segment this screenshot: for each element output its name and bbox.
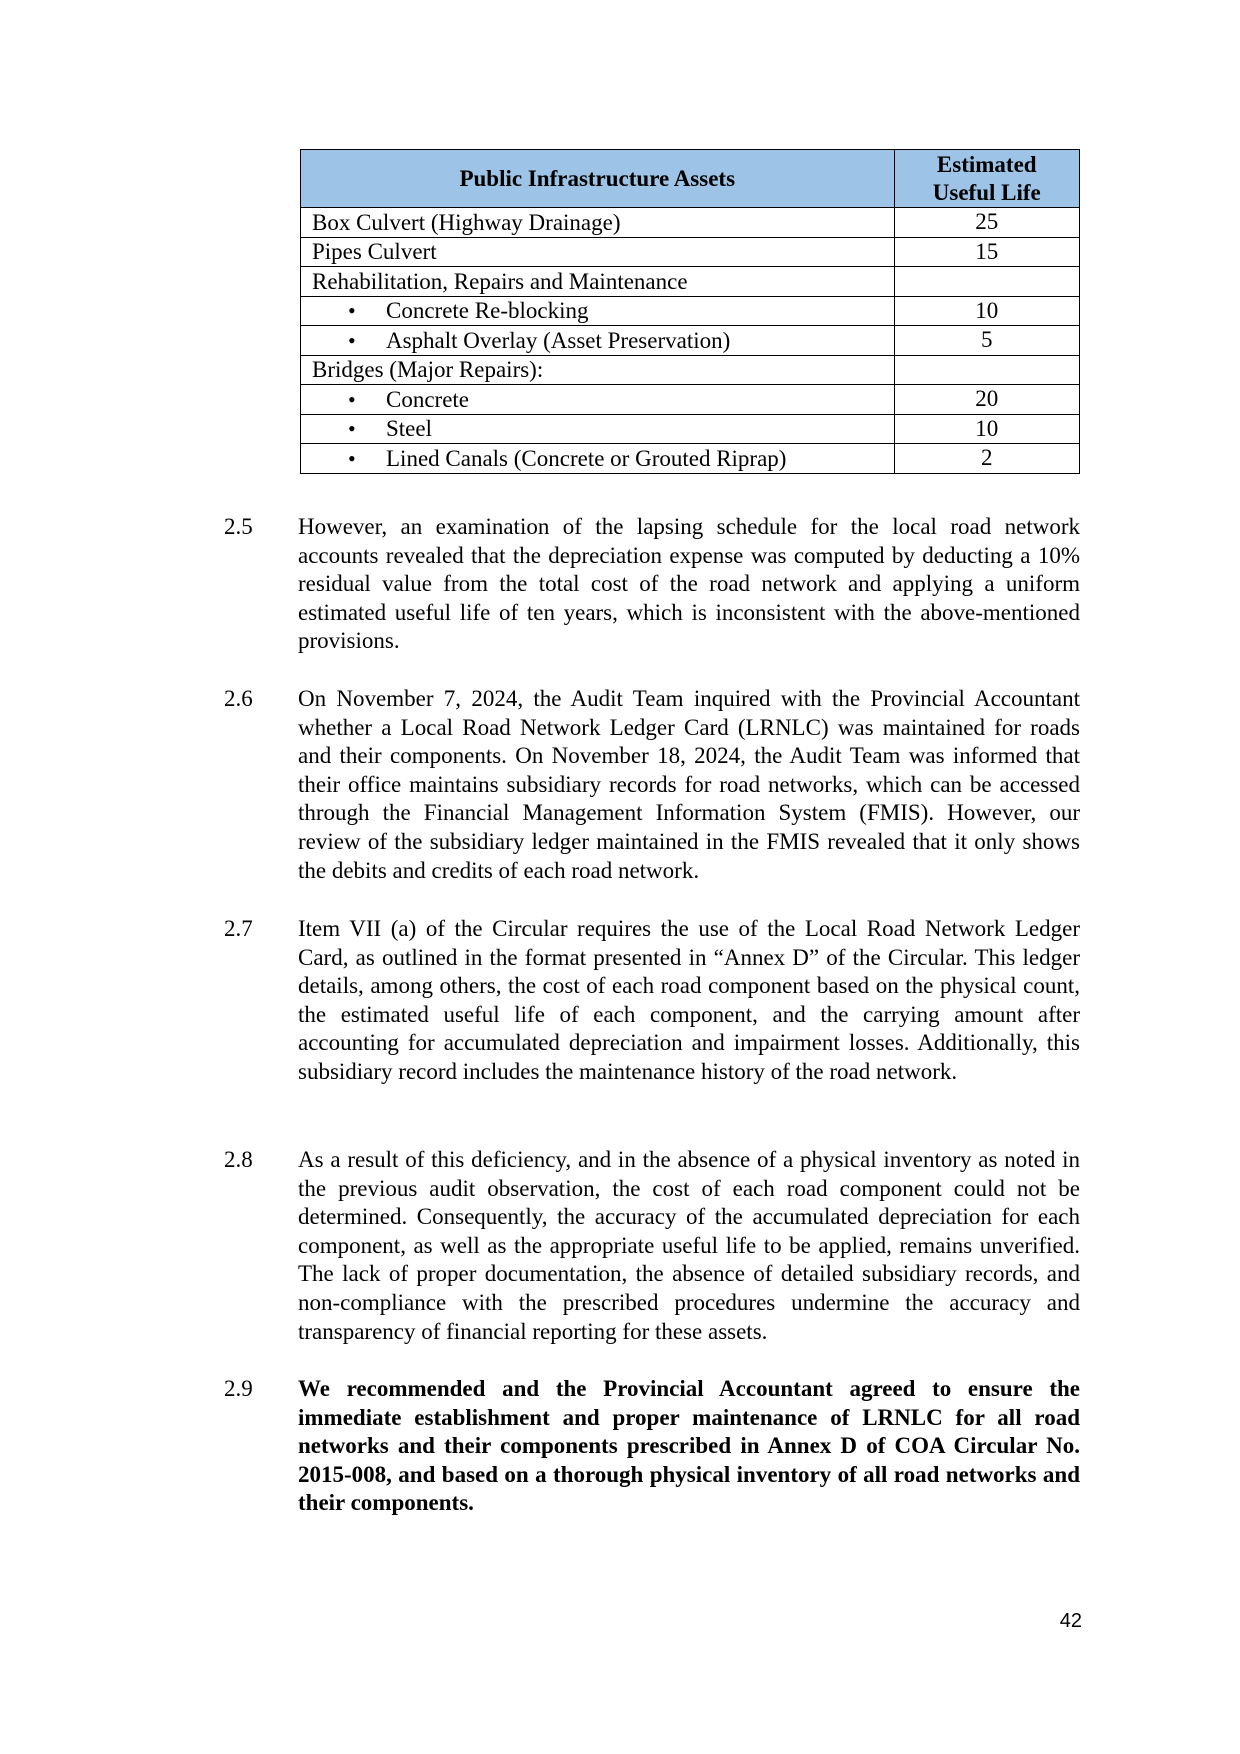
bullet-icon: • <box>348 386 356 412</box>
useful-life-value: 2 <box>894 444 1080 474</box>
paragraph-2-6 <box>224 685 1080 885</box>
useful-life-table <box>300 149 1080 474</box>
table-header-row <box>301 150 1080 208</box>
asset-subitem <box>301 444 895 474</box>
paragraph-text: However, an examination of the lapsing schedule for the local road network accounts revealed that the depreciation expense was computed by deducting a 10% residual value from the total cost of the road network and applying a uniform estimated useful life of ten years, which is inconsistent with the above-mentioned provisions. <box>298 514 1080 654</box>
useful-life-value: 15 <box>894 237 1080 267</box>
useful-life-value <box>894 267 1080 297</box>
asset-category: Rehabilitation, Repairs and Maintenance <box>301 267 895 297</box>
paragraph-2-8 <box>224 1146 1080 1346</box>
table-row <box>301 385 1080 415</box>
asset-name: Asphalt Overlay (Asset Preservation) <box>386 327 731 353</box>
header-life-line1: Estimated <box>936 151 1037 177</box>
bullet-icon: • <box>348 327 356 353</box>
useful-life-value: 10 <box>894 296 1080 326</box>
page-number: 42 <box>1059 1610 1082 1632</box>
header-estimated-useful-life <box>894 150 1080 208</box>
asset-name: Box Culvert (Highway Drainage) <box>301 208 895 238</box>
table-row <box>301 355 1080 385</box>
useful-life-value: 10 <box>894 414 1080 444</box>
asset-name: Pipes Culvert <box>301 237 895 267</box>
asset-name: Steel <box>386 416 432 442</box>
header-public-infrastructure-assets: Public Infrastructure Assets <box>301 150 895 208</box>
asset-subitem <box>301 296 895 326</box>
paragraph-2-9-recommendation <box>224 1375 1080 1518</box>
asset-subitem <box>301 414 895 444</box>
paragraph-number: 2.6 <box>224 686 253 711</box>
table-row <box>301 267 1080 297</box>
bullet-icon: • <box>348 445 356 471</box>
useful-life-value: 5 <box>894 326 1080 356</box>
table-row <box>301 414 1080 444</box>
paragraph-text: As a result of this deficiency, and in the absence of a physical inventory as noted in the previous audit observation, the cost of each road component could not be determined. Consequently, the accuracy of the accumulated depreciation for each component, as well as the appropriate useful life to be applied, remains unverified. The lack of proper documentation, the absence of detailed subsidiary records, and non-compliance with the prescribed procedures undermine the accuracy and transparency of financial reporting for these assets. <box>298 1147 1080 1344</box>
paragraph-text: Item VII (a) of the Circular requires the use of the Local Road Network Ledger Card, as outlined in the format presented in “Annex D” of the Circular. This ledger details, among others, the cost of each road component based on the physical count, the estimated useful life of each component, and the carrying amount after accounting for accumulated depreciation and impairment losses. Additionally, this subsidiary record includes the maintenance history of the road network. <box>298 916 1080 1084</box>
table-row <box>301 237 1080 267</box>
asset-name: Concrete Re-blocking <box>386 298 589 324</box>
asset-subitem <box>301 385 895 415</box>
bullet-icon: • <box>348 416 356 442</box>
table-row <box>301 296 1080 326</box>
recommendation-text: We recommended and the Provincial Accountant agreed to ensure the immediate establishment and proper maintenance of LRNLC for all road networks and their components prescribed in Annex D of COA Circular No. 2015-008, and based on a thorough physical inventory of all road networks and their components. <box>298 1376 1080 1516</box>
useful-life-value: 25 <box>894 208 1080 238</box>
paragraph-number: 2.7 <box>224 916 253 941</box>
useful-life-value: 20 <box>894 385 1080 415</box>
paragraph-text: On November 7, 2024, the Audit Team inquired with the Provincial Accountant whether a Local Road Network Ledger Card (LRNLC) was maintained for roads and their components. On November 18, 2024, the Audit Team was informed that their office maintains subsidiary records for road networks, which can be accessed through the Financial Management Information System (FMIS). However, our review of the subsidiary ledger maintained in the FMIS revealed that it only shows the debits and credits of each road network. <box>298 686 1080 883</box>
asset-name: Lined Canals (Concrete or Grouted Riprap) <box>386 445 787 471</box>
asset-subitem <box>301 326 895 356</box>
paragraph-number: 2.9 <box>224 1376 253 1401</box>
asset-category: Bridges (Major Repairs): <box>301 355 895 385</box>
paragraph-2-7 <box>224 915 1080 1087</box>
bullet-icon: • <box>348 298 356 324</box>
table-row <box>301 208 1080 238</box>
paragraph-number: 2.5 <box>224 514 253 539</box>
useful-life-value <box>894 355 1080 385</box>
table-row <box>301 444 1080 474</box>
table-row <box>301 326 1080 356</box>
header-life-line2: Useful Life <box>932 179 1041 205</box>
paragraph-2-5 <box>224 513 1080 656</box>
paragraph-number: 2.8 <box>224 1147 253 1172</box>
asset-name: Concrete <box>386 386 470 412</box>
